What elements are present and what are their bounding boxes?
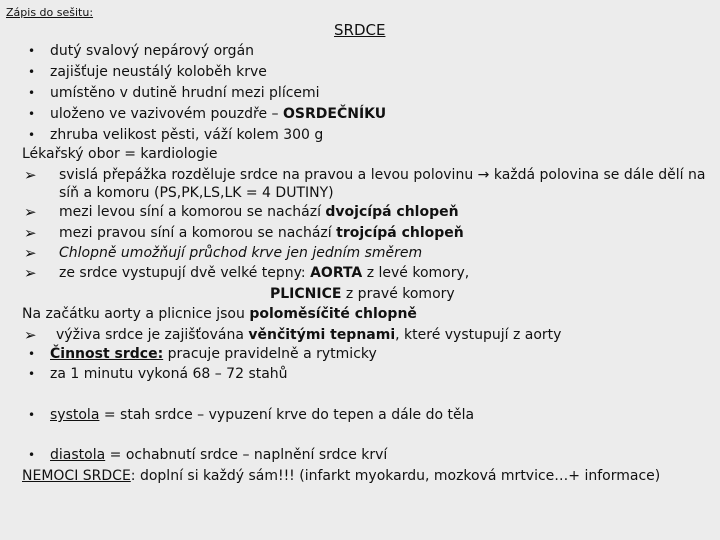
bullet-icon: • <box>28 107 36 121</box>
list-item-text: zajišťuje neustálý koloběh krve <box>50 64 267 80</box>
arrow-bullet-icon: ➢ <box>24 203 37 221</box>
bullet-icon: • <box>28 408 36 422</box>
bullet-icon: • <box>28 128 36 142</box>
arrow-bullet-icon: ➢ <box>24 264 37 282</box>
list-item-text: dutý svalový nepárový orgán <box>50 43 255 59</box>
notes-label: Zápis do sešitu: <box>6 6 94 19</box>
bullet-icon: • <box>28 65 36 79</box>
bullet-icon: • <box>28 86 36 100</box>
arrow-bullet-icon: ➢ <box>24 166 37 184</box>
bullet-icon: • <box>28 347 36 361</box>
list-item-text: umístěno v dutině hrudní mezi plícemi <box>50 85 320 101</box>
bullet-icon: • <box>28 367 36 381</box>
bullet-icon: • <box>28 44 36 58</box>
arrow-bullet-icon: ➢ <box>24 244 37 262</box>
page-title: SRDCE <box>334 21 386 39</box>
arrow-bullet-icon: ➢ <box>24 326 37 344</box>
bullet-icon: • <box>28 448 36 462</box>
list-item-text: zhruba velikost pěsti, váží kolem 300 g <box>50 127 324 143</box>
list-item-text: uloženo ve vazivovém pouzdře – OSRDEČNÍKU <box>50 106 387 122</box>
arrow-bullet-icon: ➢ <box>24 224 37 242</box>
